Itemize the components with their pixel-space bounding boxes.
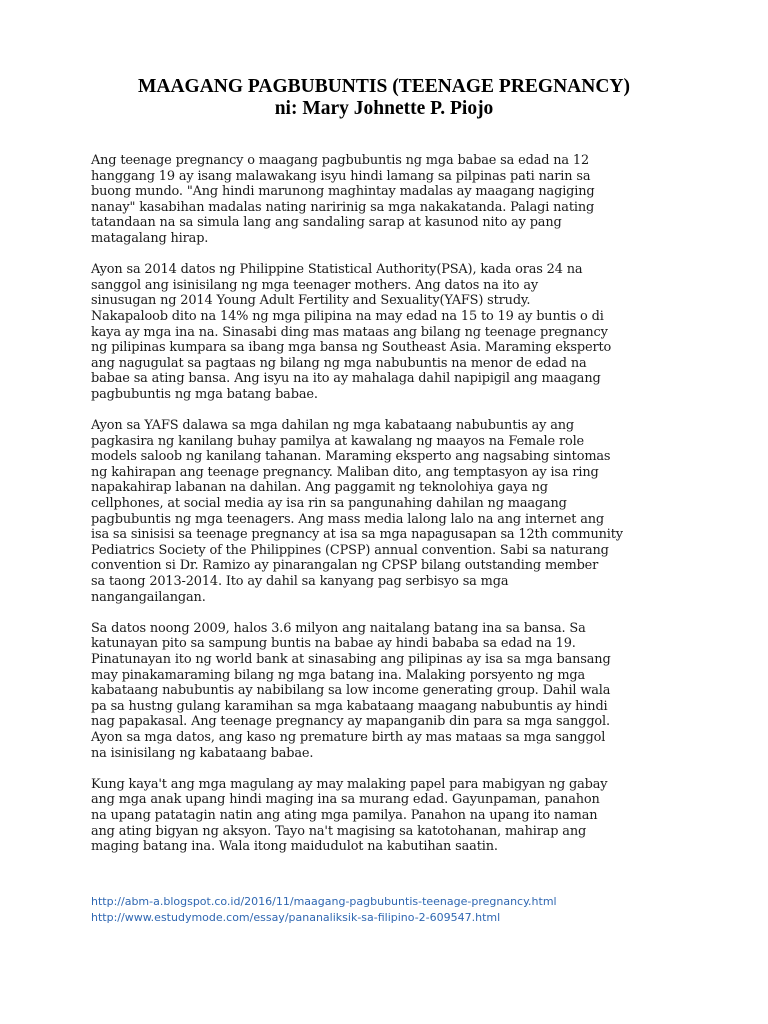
paragraph-line: sinusugan ng 2014 Young Adult Fertility and Sexuality(YAFS) strudy. (91, 293, 531, 309)
paragraph-line: models saloob ng kanilang tahanan. Maraming eksperto ang nagsabing sintomas (91, 449, 611, 465)
title-line-1: MAAGANG PAGBUBUNTIS (TEENAGE PREGNANCY) (137, 76, 631, 97)
paragraph-line: katunayan pito sa sampung buntis na babae ay hindi bababa sa edad na 19. (91, 636, 576, 652)
paragraph-line: ang nagugulat sa pagtaas ng bilang ng mga nabubuntis na menor de edad na (91, 355, 587, 371)
paragraph-line: Ayon sa mga datos, ang kaso ng premature birth ay mas mataas sa mga sanggol (91, 729, 606, 745)
paragraph-5 (91, 777, 691, 855)
paragraph-line: kabataang nabubuntis ay nabibilang sa low income generating group. Dahil wala (91, 683, 611, 699)
paragraph-line: na isinisilang ng kabataang babae. (91, 745, 314, 761)
document-title (0, 76, 768, 120)
paragraph-line: pagbubuntis ng mga teenagers. Ang mass media lalong lalo na ang internet ang (91, 511, 605, 527)
paragraph-1 (91, 153, 691, 247)
paragraph-line: pagkasira ng kanilang buhay pamilya at kawalang ng maayos na Female role (91, 433, 585, 449)
paragraph-line: babae sa ating bansa. Ang isyu na ito ay mahalaga dahil napipigil ang maagang (91, 371, 601, 387)
paragraph-line: matagalang hirap. (91, 230, 209, 246)
paragraph-line: buong mundo. "Ang hindi marunong maghintay madalas ay maagang nagiging (91, 184, 595, 200)
paragraph-line: isa sa sinisisi sa teenage pregnancy at isa sa mga napagusapan sa 12th community (91, 527, 623, 543)
paragraph-line: Sa datos noong 2009, halos 3.6 milyon ang naitalang batang ina sa bansa. Sa (91, 620, 586, 636)
paragraph-line: Kung kaya't ang mga magulang ay may malaking papel para mabigyan ng gabay (91, 776, 608, 792)
source-link-1[interactable]: http://abm-a.blogspot.co.id/2016/11/maagang-pagbubuntis-teenage-pregnancy.html (91, 895, 557, 908)
paragraph-line: nanay" kasabihan madalas nating naririnig sa mga nakakatanda. Palagi nating (91, 199, 595, 215)
paragraph-line: cellphones, at social media ay isa rin sa pangunahing dahilan ng maagang (91, 496, 567, 512)
paragraph-line: pagbubuntis ng mga batang babae. (91, 386, 318, 402)
paragraph-line: tatandaan na sa simula lang ang sandaling sarap at kasunod nito ay pang (91, 215, 562, 231)
paragraph-line: nag papakasal. Ang teenage pregnancy ay mapanganib din para sa mga sanggol. (91, 714, 610, 730)
paragraph-3 (91, 418, 691, 605)
paragraph-line: sa taong 2013-2014. Ito ay dahil sa kanyang pag serbisyo sa mga (91, 574, 509, 590)
paragraph-line: maging batang ina. Wala itong maidudulot na kabutihan saatin. (91, 839, 498, 855)
paragraph-line: napakahirap labanan na dahilan. Ang paggamit ng teknolohiya gaya ng (91, 480, 548, 496)
sources-list (91, 894, 557, 926)
paragraph-line: Ang teenage pregnancy o maagang pagbubuntis ng mga babae sa edad na 12 (91, 153, 590, 168)
document-body (91, 153, 691, 870)
paragraph-2 (91, 262, 691, 402)
paragraph-line: ng pilipinas kumpara sa ibang mga bansa ng Southeast Asia. Maraming eksperto (91, 340, 612, 356)
paragraph-line: Nakapaloob dito na 14% ng mga pilipina na may edad na 15 to 19 ay buntis o di (91, 308, 604, 324)
paragraph-line: hanggang 19 ay isang malawakang isyu hindi lamang sa pilpinas pati narin sa (91, 168, 591, 184)
paragraph-line: ng kahirapan ang teenage pregnancy. Maliban dito, ang temptasyon ay isa ring (91, 464, 599, 480)
paragraph-line: Pinatunayan ito ng world bank at sinasabing ang pilipinas ay isa sa mga bansang (91, 652, 611, 667)
title-line-2: ni: Mary Johnette P. Piojo (274, 98, 494, 119)
paragraph-line: may pinakamaraming bilang ng mga batang ina. Malaking porsyento ng mga (91, 667, 586, 683)
paragraph-line: convention si Dr. Ramizo ay pinarangalan ng CPSP bilang outstanding member (91, 558, 599, 574)
paragraph-line: na upang patatagin natin ang ating mga pamilya. Panahon na upang ito naman (91, 807, 598, 823)
source-link-2[interactable]: http://www.estudymode.com/essay/pananaliksik-sa-filipino-2-609547.html (91, 911, 501, 924)
paragraph-line: ang ating bigyan ng aksyon. Tayo na't magising sa katotohanan, mahirap ang (91, 823, 587, 839)
paragraph-4 (91, 621, 691, 761)
paragraph-line: ang mga anak upang hindi maging ina sa murang edad. Gayunpaman, panahon (91, 792, 600, 808)
paragraph-line: pa sa hustng gulang karamihan sa mga kabataang maagang nabubuntis ay hindi (91, 698, 608, 714)
paragraph-line: nangangailangan. (91, 589, 206, 605)
paragraph-line: Pediatrics Society of the Philippines (CPSP) annual convention. Sabi sa naturang (91, 542, 609, 558)
paragraph-line: kaya ay mga ina na. Sinasabi ding mas mataas ang bilang ng teenage pregnancy (91, 324, 608, 340)
paragraph-line: sanggol ang isinisilang ng mga teenager mothers. Ang datos na ito ay (91, 277, 539, 293)
paragraph-line: Ayon sa YAFS dalawa sa mga dahilan ng mga kabataang nabubuntis ay ang (91, 418, 575, 434)
paragraph-line: Ayon sa 2014 datos ng Philippine Statistical Authority(PSA), kada oras 24 na (91, 262, 583, 278)
